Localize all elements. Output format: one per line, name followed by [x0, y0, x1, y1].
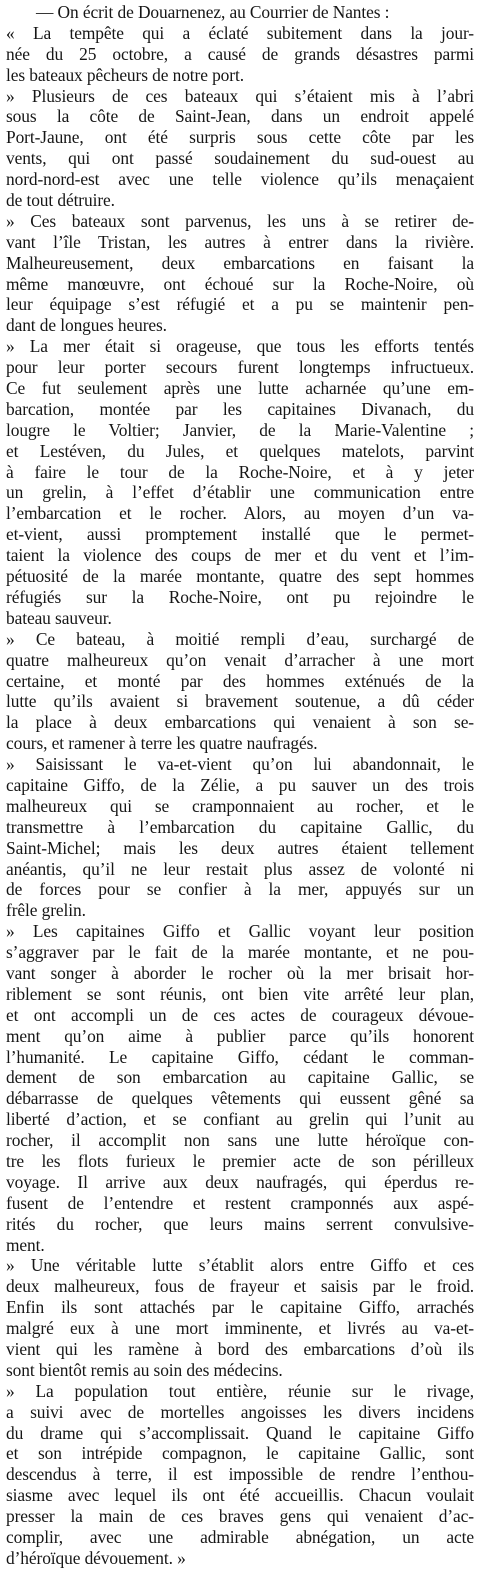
article-line: pétuosité de la marée montante, quatre des sept hommes [6, 566, 474, 587]
article-line: » La population tout entière, réunie sur le rivage, [6, 1380, 474, 1401]
article-line: » Saisissant le va-et-vient qu’on lui abandonnait, le [6, 754, 474, 775]
article-line: « La tempête qui a éclaté subitement dans la jour- [6, 22, 474, 43]
article-line: fusent de l’entendre et restent cramponnés aux aspé- [6, 1192, 474, 1213]
article-line: vents, qui ont passé soudainement du sud-ouest au [6, 148, 474, 169]
article-line: dement de son embarcation au capitaine Gallic, se [6, 1067, 474, 1088]
article-line: dant de longues heures. [6, 315, 167, 336]
article-line: » Plusieurs de ces bateaux qui s’étaient mis à l’abri [6, 85, 474, 106]
article-line: sont bientôt remis au soin des médecins. [6, 1359, 283, 1380]
article-line: réfugiés sur la Roche-Noire, ont pu rejoindre le [6, 586, 474, 607]
article-line: même manœuvre, ont échoué sur la Roche-Noire, où [6, 273, 474, 294]
article-line: du drame qui s’accomplissait. Quand le capitaine Giffo [6, 1422, 474, 1443]
article-line: tre les flots furieux le premier acte de son périlleux [6, 1150, 474, 1171]
article-line: complir, avec une admirable abnégation, un acte [6, 1527, 474, 1548]
article-line: transmettre à l’embarcation du capitaine Gallic, du [6, 816, 474, 837]
article-line: les bateaux pêcheurs de notre port. [6, 64, 244, 85]
article-line: barcation, montée par les capitaines Divanach, du [6, 398, 474, 419]
article-line: de tout détruire. [6, 190, 115, 211]
article-line: l’embarcation et le rocher. Alors, au moyen d’un va- [6, 503, 474, 524]
article-line: voyage. Il arrive aux deux naufragés, qui éperdus re- [6, 1171, 474, 1192]
article-line: d’héroïque dévouement. » [6, 1547, 186, 1568]
article-line: l’humanité. Le capitaine Giffo, cédant le comman- [6, 1046, 474, 1067]
article-line: » Une véritable lutte s’établit alors entre Giffo et ces [6, 1255, 474, 1276]
article-line: et-vient, aussi promptement installé que le permet- [6, 524, 474, 545]
article-line: ment qu’on aime à publier parce qu’ils honorent [6, 1025, 474, 1046]
article-line: quatre malheureux qu’on venait d’arracher à une mort [6, 649, 474, 670]
article-line: Ce fut seulement après une lutte acharnée qu’une em- [6, 378, 474, 399]
article-line: riblement se sont réunis, ont bien vite arrêté leur plan, [6, 983, 474, 1004]
article-line: » Ce bateau, à moitié rempli d’eau, surchargé de [6, 628, 474, 649]
article-line: un grelin, à l’effet d’établir une communication entre [6, 482, 474, 503]
article-line: à faire le tour de la Roche-Noire, et à y jeter [6, 461, 474, 482]
article-line: a suivi avec de mortelles angoisses les divers incidens [6, 1401, 474, 1422]
article-line: nord-nord-est avec une telle violence qu’ils menaçaient [6, 169, 474, 190]
article-line: vant songer à aborder le rocher où la mer brisait hor- [6, 962, 474, 983]
article-line: siasme avec lequel ils ont été accueillis. Chacun voulait [6, 1485, 474, 1506]
article-line: Port-Jaune, ont été surpris sous cette côte par les [6, 127, 474, 148]
article-line: et son intrépide compagnon, le capitaine Gallic, sont [6, 1443, 474, 1464]
article-line: Malheureusement, deux embarcations en faisant la [6, 252, 474, 273]
article-line: ment. [6, 1234, 45, 1255]
article-line: descendus à terre, il est impossible de rendre l’enthou- [6, 1464, 474, 1485]
article-line: certaine, et monté par des hommes exténués de la [6, 670, 474, 691]
article-line: pour leur porter secours furent longtemps infructueux. [6, 357, 474, 378]
article-line: » Ces bateaux sont parvenus, les uns à se retirer de- [6, 210, 474, 231]
article-line: cours, et ramener à terre les quatre naufragés. [6, 733, 318, 754]
article-line: deux malheureux, fous de frayeur et saisis par le froid. [6, 1276, 474, 1297]
article-line: sous la côte de Saint-Jean, dans un endroit appelé [6, 106, 474, 127]
article-line: leur équipage s’est réfugié et a pu se maintenir pen- [6, 294, 474, 315]
article-line: malgré eux à une mort imminente, et livrés au va-et- [6, 1318, 474, 1339]
article-line: taient la violence des coups de mer et du vent et l’im- [6, 545, 474, 566]
article-line: anéantis, qu’il ne leur restait plus assez de volonté ni [6, 858, 474, 879]
article-line: lutte qu’ils avaient si bravement soutenue, a dû céder [6, 691, 474, 712]
article-line: Enfin ils sont attachés par le capitaine Giffo, arrachés [6, 1297, 474, 1318]
article-line: Saint-Michel; mais les deux autres étaient tellement [6, 837, 474, 858]
article-line: » La mer était si orageuse, que tous les efforts tentés [6, 336, 474, 357]
article-line: la place à deux embarcations qui venaient à son se- [6, 712, 474, 733]
article-line: vient qui les ramène à bord des embarcations d’où ils [6, 1339, 474, 1359]
article-line: liberté d’action, et se confiant au grelin qui l’unit au [6, 1109, 474, 1130]
article-line: de forces pour se confier à la mer, appuyés sur un [6, 879, 474, 900]
article-line: — On écrit de Douarnenez, au Courrier de Nantes : [36, 2, 390, 22]
article-line: née du 25 octobre, a causé de grands désastres parmi [6, 43, 474, 64]
article-line: malheureux qui se cramponnaient au rocher, et le [6, 795, 474, 816]
article-line: presser la main de ces braves gens qui venaient d’ac- [6, 1506, 474, 1527]
article-line: » Les capitaines Giffo et Gallic voyant leur position [6, 921, 474, 942]
article-line: frêle grelin. [6, 900, 86, 921]
article-line: lougre le Voltier; Janvier, de la Marie-Valentine ; [6, 419, 474, 440]
article-line: débarrasse de quelques vêtements qui eussent gêné sa [6, 1088, 474, 1109]
article-line: vant l’île Tristan, les autres à entrer dans la rivière. [6, 231, 474, 252]
article-line: capitaine Giffo, de la Zélie, a pu sauver un des trois [6, 774, 474, 795]
article-line: rocher, il accomplit non sans une lutte héroïque con- [6, 1130, 474, 1151]
article-line: rités du rocher, que leurs mains serrent convulsive- [6, 1213, 474, 1234]
article-line: et ont accompli un de ces actes de courageux dévoue- [6, 1004, 474, 1025]
article-line: et Lestéven, du Jules, et quelques matelots, parvint [6, 440, 474, 461]
article-line: bateau sauveur. [6, 607, 112, 628]
article-line: s’aggraver par le fait de la marée montante, et ne pou- [6, 942, 474, 963]
